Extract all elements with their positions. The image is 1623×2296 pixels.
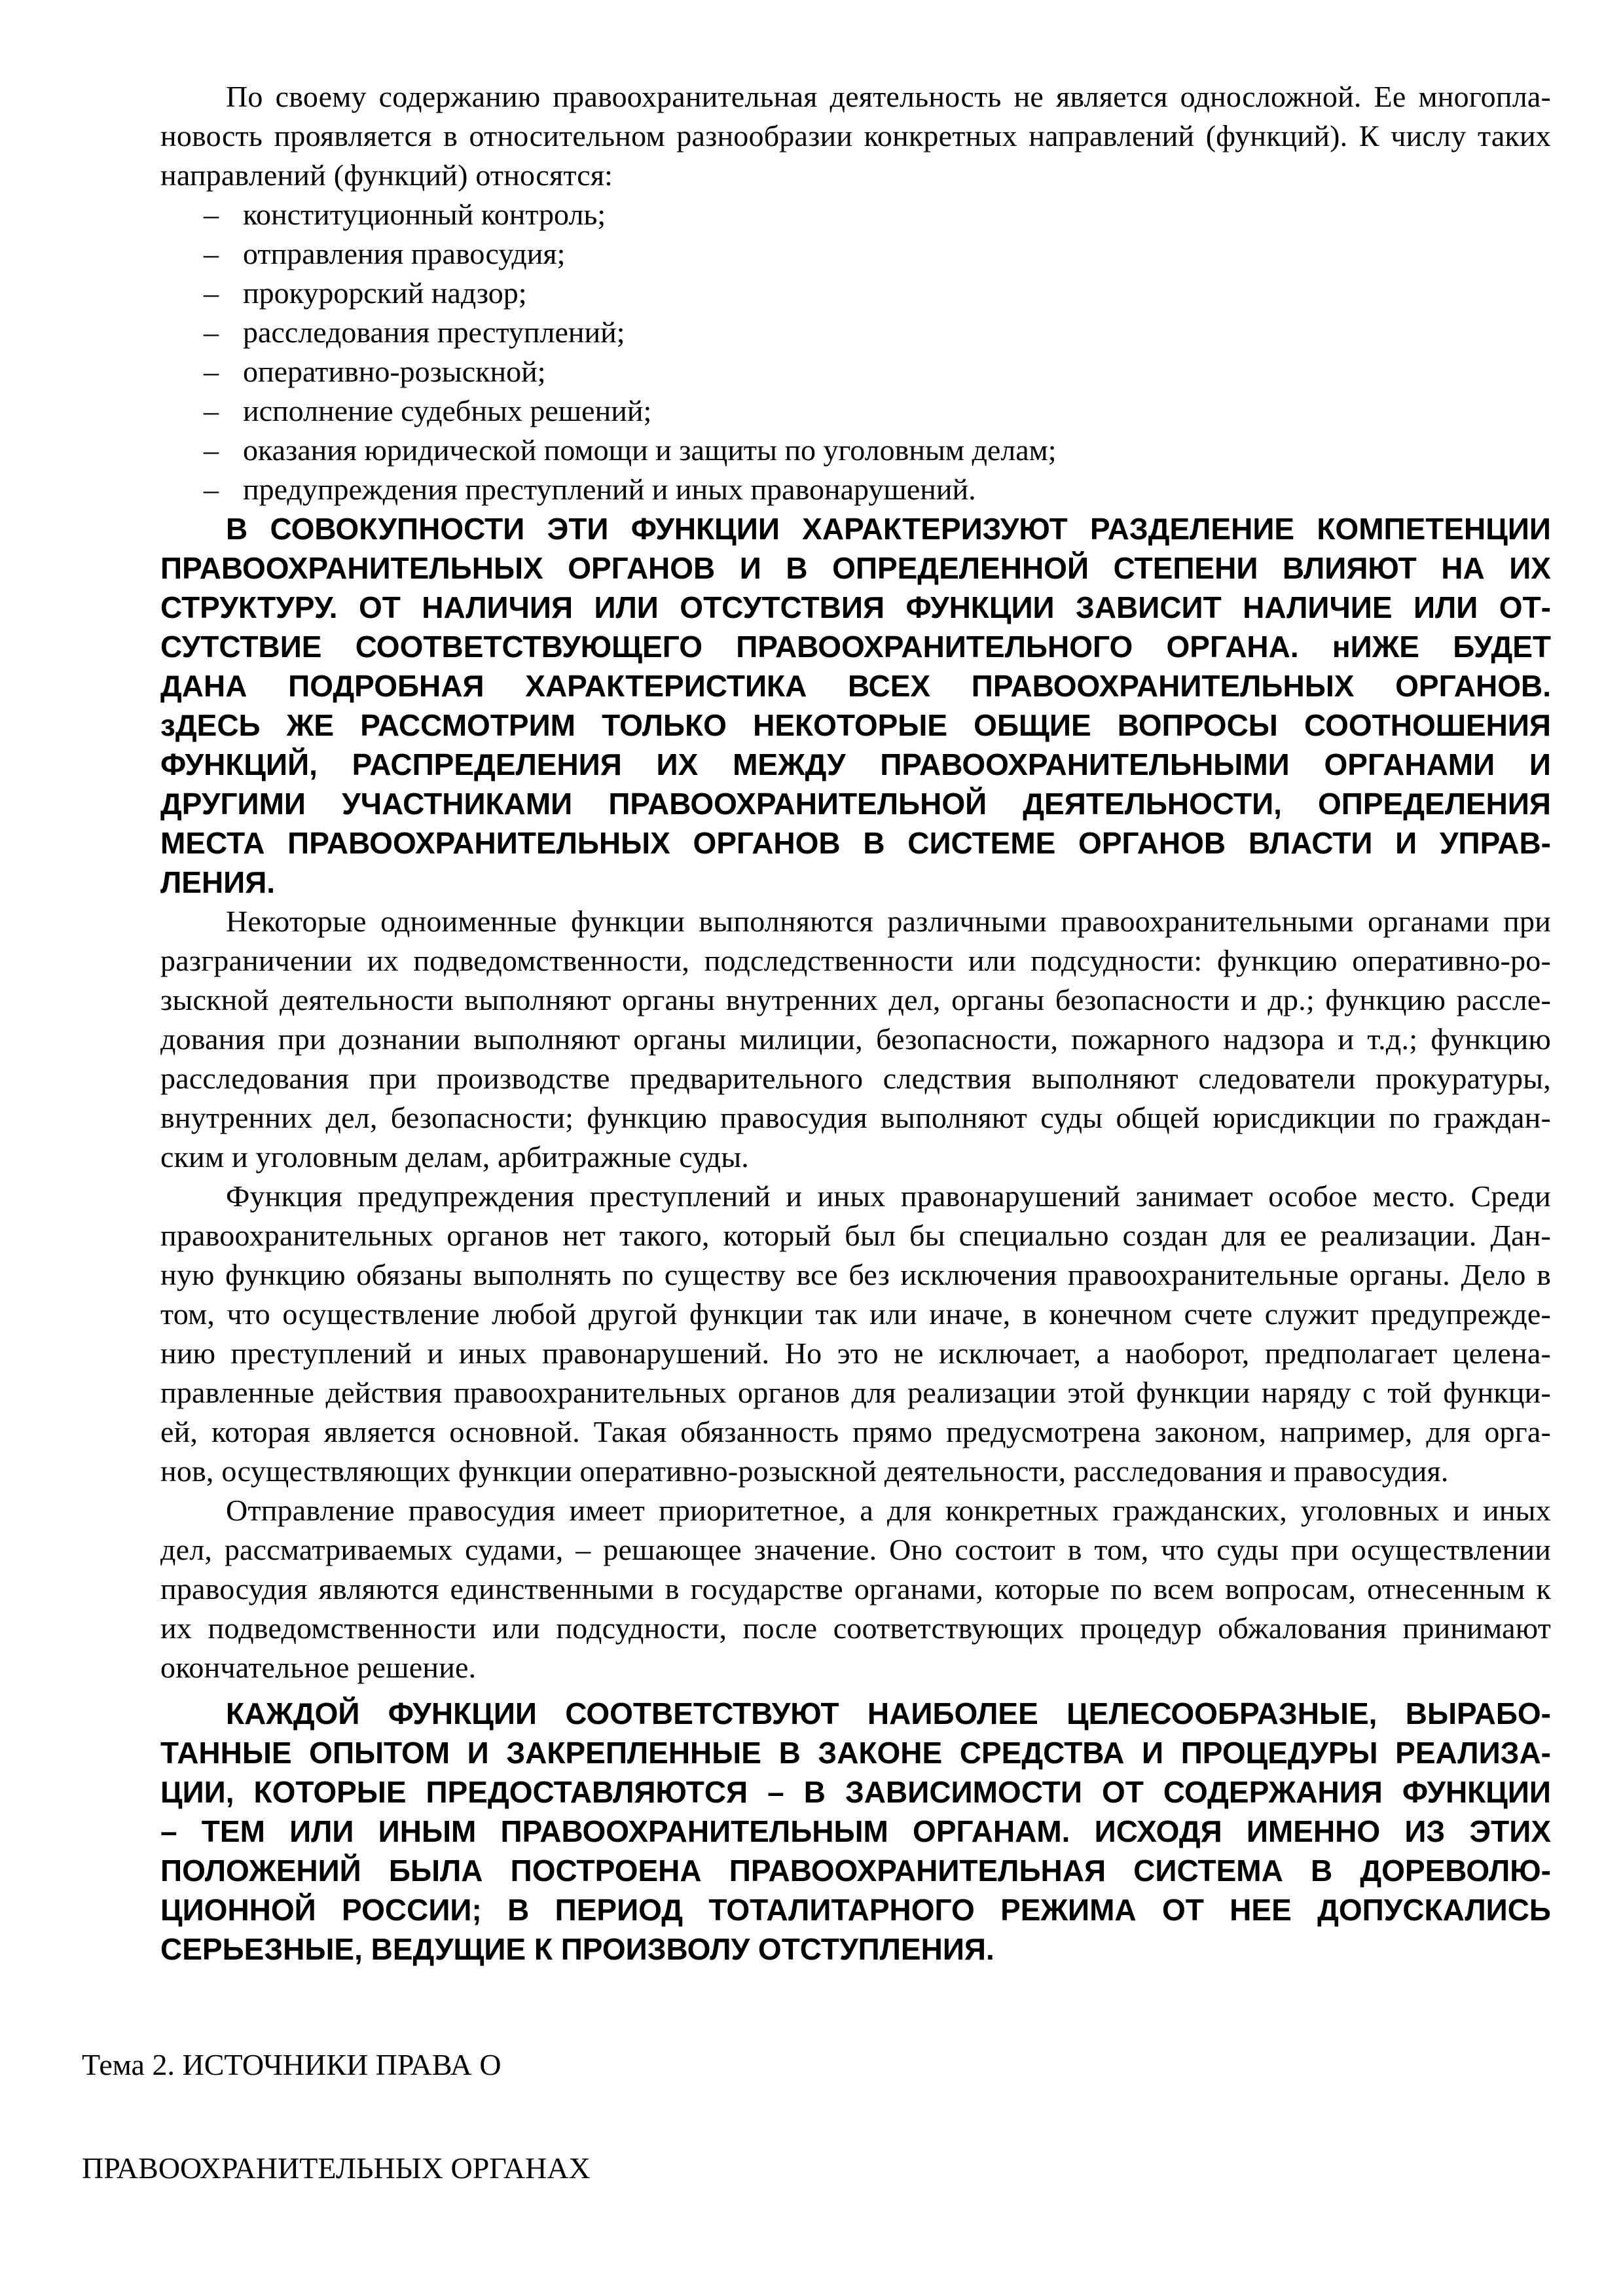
topic-heading-line-1: Тема 2. ИСТОЧНИКИ ПРАВА О xyxy=(82,2048,501,2081)
list-item xyxy=(160,470,1551,509)
topic-heading xyxy=(82,2045,591,2188)
paragraph-justice xyxy=(160,1491,1551,1687)
list-item-text: предупреждения преступлений и иных правонарушений. xyxy=(243,473,976,506)
text-line: дования при дознании выполняют органы милиции, безопасности, пожарного надзора и т.д.; функцию xyxy=(160,1022,1551,1056)
text-line: По своему содержанию правоохранительная деятельность не является односложной. Ее многопла- xyxy=(226,80,1551,113)
text-line: СЕРЬЕЗНЫЕ, ВЕДУЩИЕ К ПРОИЗВОЛУ ОТСТУПЛЕНИЯ. xyxy=(160,1932,994,1966)
list-item-text: оперативно-розыскной; xyxy=(243,355,546,388)
dash-marker: – xyxy=(204,198,219,231)
text-line: ПРАВООХРАНИТЕЛЬНЫХ ОРГАНОВ И В ОПРЕДЕЛЕННОЙ СТЕПЕНИ ВЛИЯЮТ НА ИХ xyxy=(160,551,1551,585)
list-item xyxy=(160,274,1551,313)
text-line: ФУНКЦИЙ, РАСПРЕДЕЛЕНИЯ ИХ МЕЖДУ ПРАВООХРАНИТЕЛЬНЫМИ ОРГАНАМИ И xyxy=(160,747,1551,781)
text-line: нию преступлений и иных правонарушений. Но это не исключает, а наоборот, предполагает целена- xyxy=(160,1336,1551,1370)
text-line: Некоторые одноименные функции выполняются различными правоохранительными органами при xyxy=(226,905,1551,938)
text-line: Функция предупреждения преступлений и иных правонарушений занимает особое место. Среди xyxy=(226,1179,1551,1213)
text-line: дел, рассматриваемых судами, – решающее значение. Оно состоит в том, что суды при осуществлении xyxy=(160,1533,1551,1566)
dash-marker: – xyxy=(204,355,219,388)
text-line: зыскной деятельности выполняют органы внутренних дел, органы безопасности и др.; функцию рассле- xyxy=(160,983,1551,1016)
dash-marker: – xyxy=(204,315,219,349)
text-line: том, что осуществление любой другой функции так или иначе, в конечном счете служит предупрежде- xyxy=(160,1297,1551,1331)
text-line: окончательное решение. xyxy=(160,1651,477,1684)
text-line: разграничении их подведомственности, подследственности или подсудности: функцию оперативно-ро- xyxy=(160,944,1551,977)
text-line: расследования при производстве предварительного следствия выполняют следователи прокуратуры, xyxy=(160,1062,1551,1095)
text-line: – ТЕМ ИЛИ ИНЫМ ПРАВООХРАНИТЕЛЬНЫМ ОРГАНАМ. ИСХОДЯ ИМЕННО ИЗ ЭТИХ xyxy=(160,1814,1551,1848)
text-line: Отправление правосудия имеет приоритетное, а для конкретных гражданских, уголовных и иных xyxy=(226,1494,1551,1527)
text-line: МЕСТА ПРАВООХРАНИТЕЛЬНЫХ ОРГАНОВ В СИСТЕМЕ ОРГАНОВ ВЛАСТИ И УПРАВ- xyxy=(160,826,1551,860)
dash-marker: – xyxy=(204,237,219,270)
list-item xyxy=(160,195,1551,234)
text-line: СУТСТВИЕ СООТВЕТСТВУЮЩЕГО ПРАВООХРАНИТЕЛЬНОГО ОРГАНА. нИЖЕ БУДЕТ xyxy=(160,630,1551,664)
text-line: правленные действия правоохранительных органов для реализации этой функции наряду с той функци- xyxy=(160,1376,1551,1409)
text-line: КАЖДОЙ ФУНКЦИИ СООТВЕТСТВУЮТ НАИБОЛЕЕ ЦЕЛЕСООБРАЗНЫЕ, ВЫРАБО- xyxy=(226,1696,1551,1731)
text-line: ским и уголовным делам, арбитражные суды. xyxy=(160,1140,750,1174)
topic-heading-line-2: ПРАВООХРАНИТЕЛЬНЫХ ОРГАНАХ xyxy=(82,2151,591,2185)
text-line: ЛЕНИЯ. xyxy=(160,865,276,899)
text-line: ЦИИ, КОТОРЫЕ ПРЕДОСТАВЛЯЮТСЯ – В ЗАВИСИМОСТИ ОТ СОДЕРЖАНИЯ ФУНКЦИИ xyxy=(160,1775,1551,1809)
text-line: ТАННЫЕ ОПЫТОМ И ЗАКРЕПЛЕННЫЕ В ЗАКОНЕ СРЕДСТВА И ПРОЦЕДУРЫ РЕАЛИЗА- xyxy=(160,1736,1551,1770)
dash-marker: – xyxy=(204,473,219,506)
text-line: правосудия являются единственными в государстве органами, которые по всем вопросам, отнесенным к xyxy=(160,1572,1551,1605)
text-line: ную функцию обязаны выполнять по существу все без исключения правоохранительные органы. Дело в xyxy=(160,1258,1551,1291)
bold-paragraph-procedures xyxy=(160,1694,1551,1969)
dash-marker: – xyxy=(204,394,219,427)
text-line: ЦИОННОЙ РОССИИ; В ПЕРИОД ТОТАЛИТАРНОГО РЕЖИМА ОТ НЕЕ ДОПУСКАЛИСЬ xyxy=(160,1893,1551,1927)
list-item xyxy=(160,234,1551,274)
text-line: СТРУКТУРУ. ОТ НАЛИЧИЯ ИЛИ ОТСУТСТВИЯ ФУНКЦИИ ЗАВИСИТ НАЛИЧИЕ ИЛИ ОТ- xyxy=(160,590,1551,624)
list-item-text: расследования преступлений; xyxy=(243,315,625,349)
text-line: ей, которая является основной. Такая обязанность прямо предусмотрена законом, например, для орга- xyxy=(160,1415,1551,1448)
dash-marker: – xyxy=(204,433,219,467)
text-line: нов, осуществляющих функции оперативно-розыскной деятельности, расследования и правосудия. xyxy=(160,1454,1449,1488)
text-line: их подведомственности или подсудности, после соответствующих процедур обжалования принимают xyxy=(160,1611,1551,1645)
list-item-text: исполнение судебных решений; xyxy=(243,394,652,427)
text-line: направлений (функций) относятся: xyxy=(160,158,613,192)
text-line: В СОВОКУПНОСТИ ЭТИ ФУНКЦИИ ХАРАКТЕРИЗУЮТ РАЗДЕЛЕНИЕ КОМПЕТЕНЦИИ xyxy=(226,512,1551,546)
list-item-text: прокурорский надзор; xyxy=(243,276,527,310)
list-item-text: конституционный контроль; xyxy=(243,198,606,231)
paragraph-prevention xyxy=(160,1177,1551,1491)
list-item xyxy=(160,431,1551,470)
list-item-text: оказания юридической помощи и защиты по уголовным делам; xyxy=(243,433,1057,467)
dash-marker: – xyxy=(204,276,219,310)
functions-list xyxy=(160,195,1551,509)
paragraph-jurisdiction xyxy=(160,902,1551,1177)
document-body xyxy=(160,77,1551,1969)
intro-paragraph xyxy=(160,77,1551,195)
text-line: зДЕСЬ ЖЕ РАССМОТРИМ ТОЛЬКО НЕКОТОРЫЕ ОБЩИЕ ВОПРОСЫ СООТНОШЕНИЯ xyxy=(160,708,1551,742)
list-item xyxy=(160,313,1551,352)
text-line: ДРУГИМИ УЧАСТНИКАМИ ПРАВООХРАНИТЕЛЬНОЙ ДЕЯТЕЛЬНОСТИ, ОПРЕДЕЛЕНИЯ xyxy=(160,787,1551,821)
list-item-text: отправления правосудия; xyxy=(243,237,566,270)
text-line: правоохранительных органов нет такого, который был бы специально создан для ее реализации. Дан- xyxy=(160,1219,1551,1252)
list-item xyxy=(160,391,1551,431)
text-line: внутренних дел, безопасности; функцию правосудия выполняют суды общей юрисдикции по граждан- xyxy=(160,1101,1551,1134)
bold-paragraph-functions xyxy=(160,509,1551,902)
list-item xyxy=(160,352,1551,391)
text-line: новость проявляется в относительном разнообразии конкретных направлений (функций). К числу таких xyxy=(160,119,1551,152)
text-line: ПОЛОЖЕНИЙ БЫЛА ПОСТРОЕНА ПРАВООХРАНИТЕЛЬНАЯ СИСТЕМА В ДОРЕВОЛЮ- xyxy=(160,1854,1551,1888)
text-line: ДАНА ПОДРОБНАЯ ХАРАКТЕРИСТИКА ВСЕХ ПРАВООХРАНИТЕЛЬНЫХ ОРГАНОВ. xyxy=(160,669,1551,703)
